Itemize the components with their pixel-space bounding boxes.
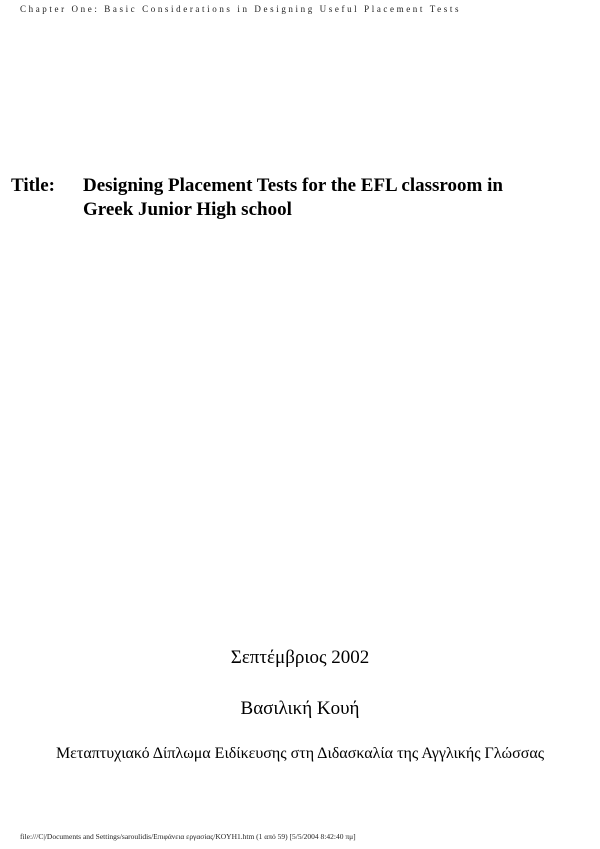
page-footer: file:///C|/Documents and Settings/saroulidis/Επιφάνεια εργασίας/KOYH1.htm (1 από 59) [5/5/2004 8:42:40 πμ] [20, 832, 356, 841]
date-line: Σεπτέμβριος 2002 [230, 647, 370, 668]
document-title-line-1: Designing Placement Tests for the EFL classroom in [83, 175, 503, 196]
running-header: Chapter One: Basic Considerations in Designing Useful Placement Tests [20, 4, 462, 14]
document-title-line-2: Greek Junior High school [83, 199, 292, 220]
document-title [83, 174, 581, 222]
title-block [11, 174, 581, 222]
author-name: Βασιλική Κουή [240, 698, 360, 719]
degree-title: Μεταπτυχιακό Δίπλωμα Ειδίκευσης στη Διδασκαλία της Αγγλικής Γλώσσας [55, 745, 545, 762]
title-label: Title: [11, 175, 55, 196]
